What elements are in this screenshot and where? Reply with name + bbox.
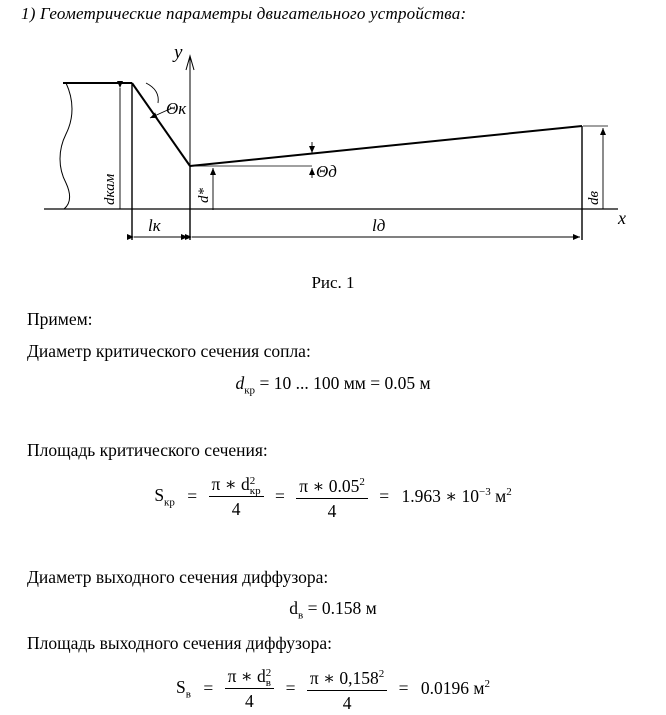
engine-geometry-diagram <box>0 0 666 270</box>
crit-area-lhs: $S_{кр}$ <box>154 484 175 509</box>
figure-caption: Рис. 1 <box>311 273 355 292</box>
exit-area-equation: $S_в$ = π ∗ d 2 в 4 = $\frac{\pi ∗ 0,158^2}{4}$ = 0.0196 $м^2$ <box>0 662 666 715</box>
d-kam-label: dкам <box>102 173 118 205</box>
crit-diameter-label: Диаметр критического сечения сопла: <box>27 341 311 361</box>
crit-area-label: Площадь критического сечения: <box>27 440 268 460</box>
crit-area-fraction-1: π ∗ d 2 кр 4 <box>209 472 264 521</box>
theta-d-label: Θд <box>316 162 337 181</box>
crit-area-equation: $S_{кр}$ = π ∗ d 2 кр 4 = $\frac{\pi ∗ 0.05^2}{4}$ = 1.963 ∗ $10^{-3}$ $м^2$ <box>0 470 666 523</box>
crit-diameter-lhs-sub: кр <box>244 384 256 397</box>
exit-area-lhs: $S_в$ <box>176 676 191 701</box>
d-star-label: d* <box>196 188 212 203</box>
divergent-wall <box>190 126 582 166</box>
d-v-label: dв <box>586 190 602 205</box>
axis-y-label: y <box>174 42 183 63</box>
exit-area-result: 0.0196 $м^2$ <box>420 677 490 698</box>
exit-area-fraction-2: $\frac{\pi ∗ 0,158^2}{4}$ <box>307 662 387 715</box>
theta-k-label: Θк <box>166 99 187 118</box>
crit-diameter-equation: $d_{кр} = 10$ ... 100 мм = 0.05 м <box>235 373 431 397</box>
chamber-break-line <box>60 83 72 209</box>
theta-k-arc <box>146 83 158 103</box>
intro-text: Примем: <box>27 309 93 329</box>
exit-diameter-rhs: 0.158 м <box>321 598 377 618</box>
crit-area-fraction-2: $\frac{\pi ∗ 0.05^2}{4}$ <box>296 470 368 523</box>
exit-area-label: Площадь выходного сечения диффузора: <box>27 633 332 653</box>
axis-x-label: x <box>618 208 626 228</box>
exit-area-fraction-1: π ∗ d 2 в 4 <box>225 664 275 713</box>
exit-diameter-label: Диаметр выходного сечения диффузора: <box>27 567 329 587</box>
exit-diameter-equation: $d_в = 0.158$ м <box>289 598 377 622</box>
crit-diameter-lhs: d <box>235 373 245 393</box>
section-heading: 1) Геометрические параметры двигательного устройства: <box>21 4 467 23</box>
convergent-wall <box>132 83 190 166</box>
l-k-label: lк <box>148 216 161 235</box>
crit-area-result: 1.963 ∗ $10^{-3}$ $м^2$ <box>401 485 512 506</box>
exit-diameter-lhs: d <box>289 598 299 618</box>
l-d-label: lд <box>372 216 386 235</box>
exit-diameter-lhs-sub: в <box>298 609 304 622</box>
crit-diameter-rhs: 10 ... 100 мм = 0.05 м <box>273 373 431 393</box>
